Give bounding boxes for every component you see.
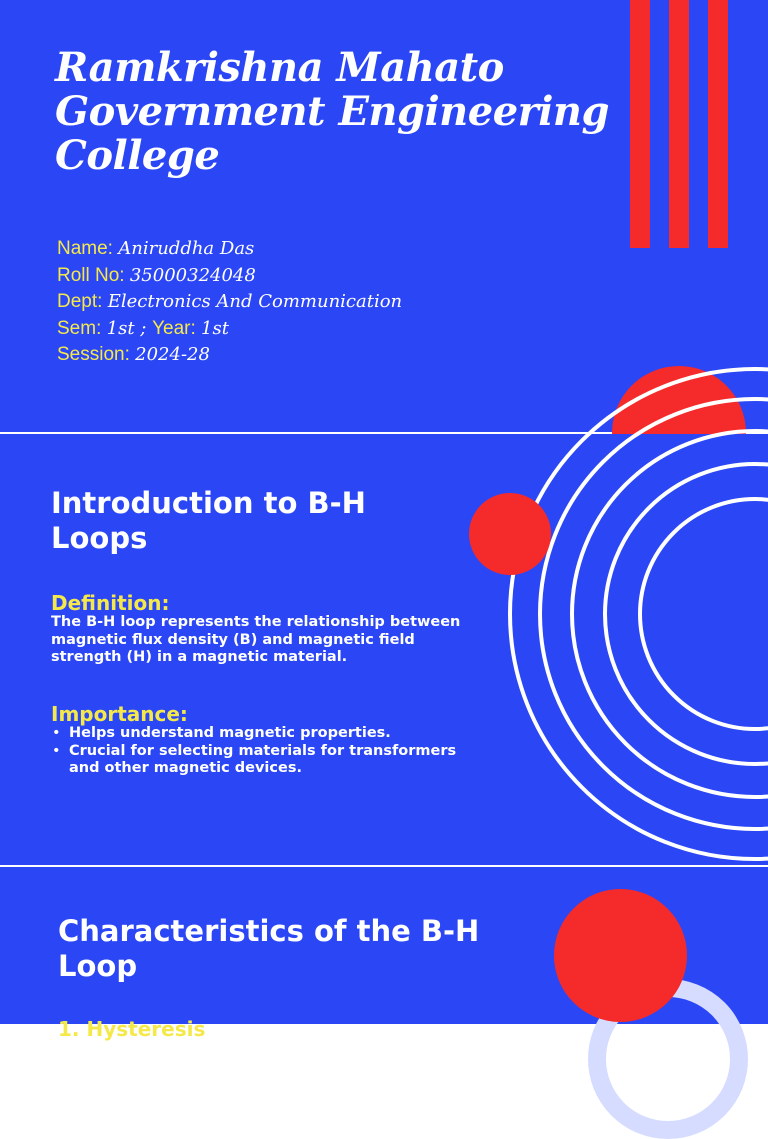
slide-title: Characteristics of the B-H Loop [58,914,480,983]
slide-title: Introduction to B-H Loops [51,486,366,555]
info-value: Aniruddha Das [118,238,255,259]
info-label: Session: [57,344,130,365]
college-title: Ramkrishna Mahato Government Engineering College [55,44,609,179]
intro-slide [0,434,768,865]
definition-term: B-H loop [86,614,156,630]
decorative-stripe [708,0,728,248]
info-label: Roll No: [57,264,125,286]
student-info [57,236,402,369]
info-row-dept [57,289,402,316]
ring [572,431,768,797]
definition-text [51,614,471,667]
importance-list [51,725,471,778]
info-label: Year: [152,317,196,339]
decorative-red-circle [469,493,551,575]
info-row-roll [57,263,402,290]
definition-heading: Definition: [51,591,170,615]
info-row-session [57,342,402,369]
info-label: Sem: [57,317,102,339]
list-item: • Crucial for selecting materials for transformers and other magnetic devices. [51,743,471,778]
title-slide [0,0,768,432]
info-row-name [57,236,402,263]
info-value: Electronics And Communication [107,291,403,312]
ring [605,464,768,764]
ring [640,499,768,729]
info-separator: ; [134,317,153,339]
characteristics-slide [0,867,768,1041]
decorative-stripe [669,0,689,248]
list-item: • Helps understand magnetic properties. [51,725,471,743]
info-label: Dept: [57,291,103,312]
definition-prefix: The [51,614,87,630]
decorative-red-circle [554,889,687,1022]
info-value: 1st [201,317,229,339]
definition-rest: represents the relationship between magnetic flux density (B) and magnetic field strength (H) in a magnetic material. [51,614,461,665]
importance-heading: Importance: [51,702,188,726]
subheading-partial: 1. Hysteresis [58,1017,206,1041]
info-label: Name: [57,238,113,259]
info-value: 1st [106,317,135,339]
info-value: 35000324048 [129,264,256,286]
info-row-sem-year [57,316,402,343]
info-value: 2024-28 [135,344,210,365]
